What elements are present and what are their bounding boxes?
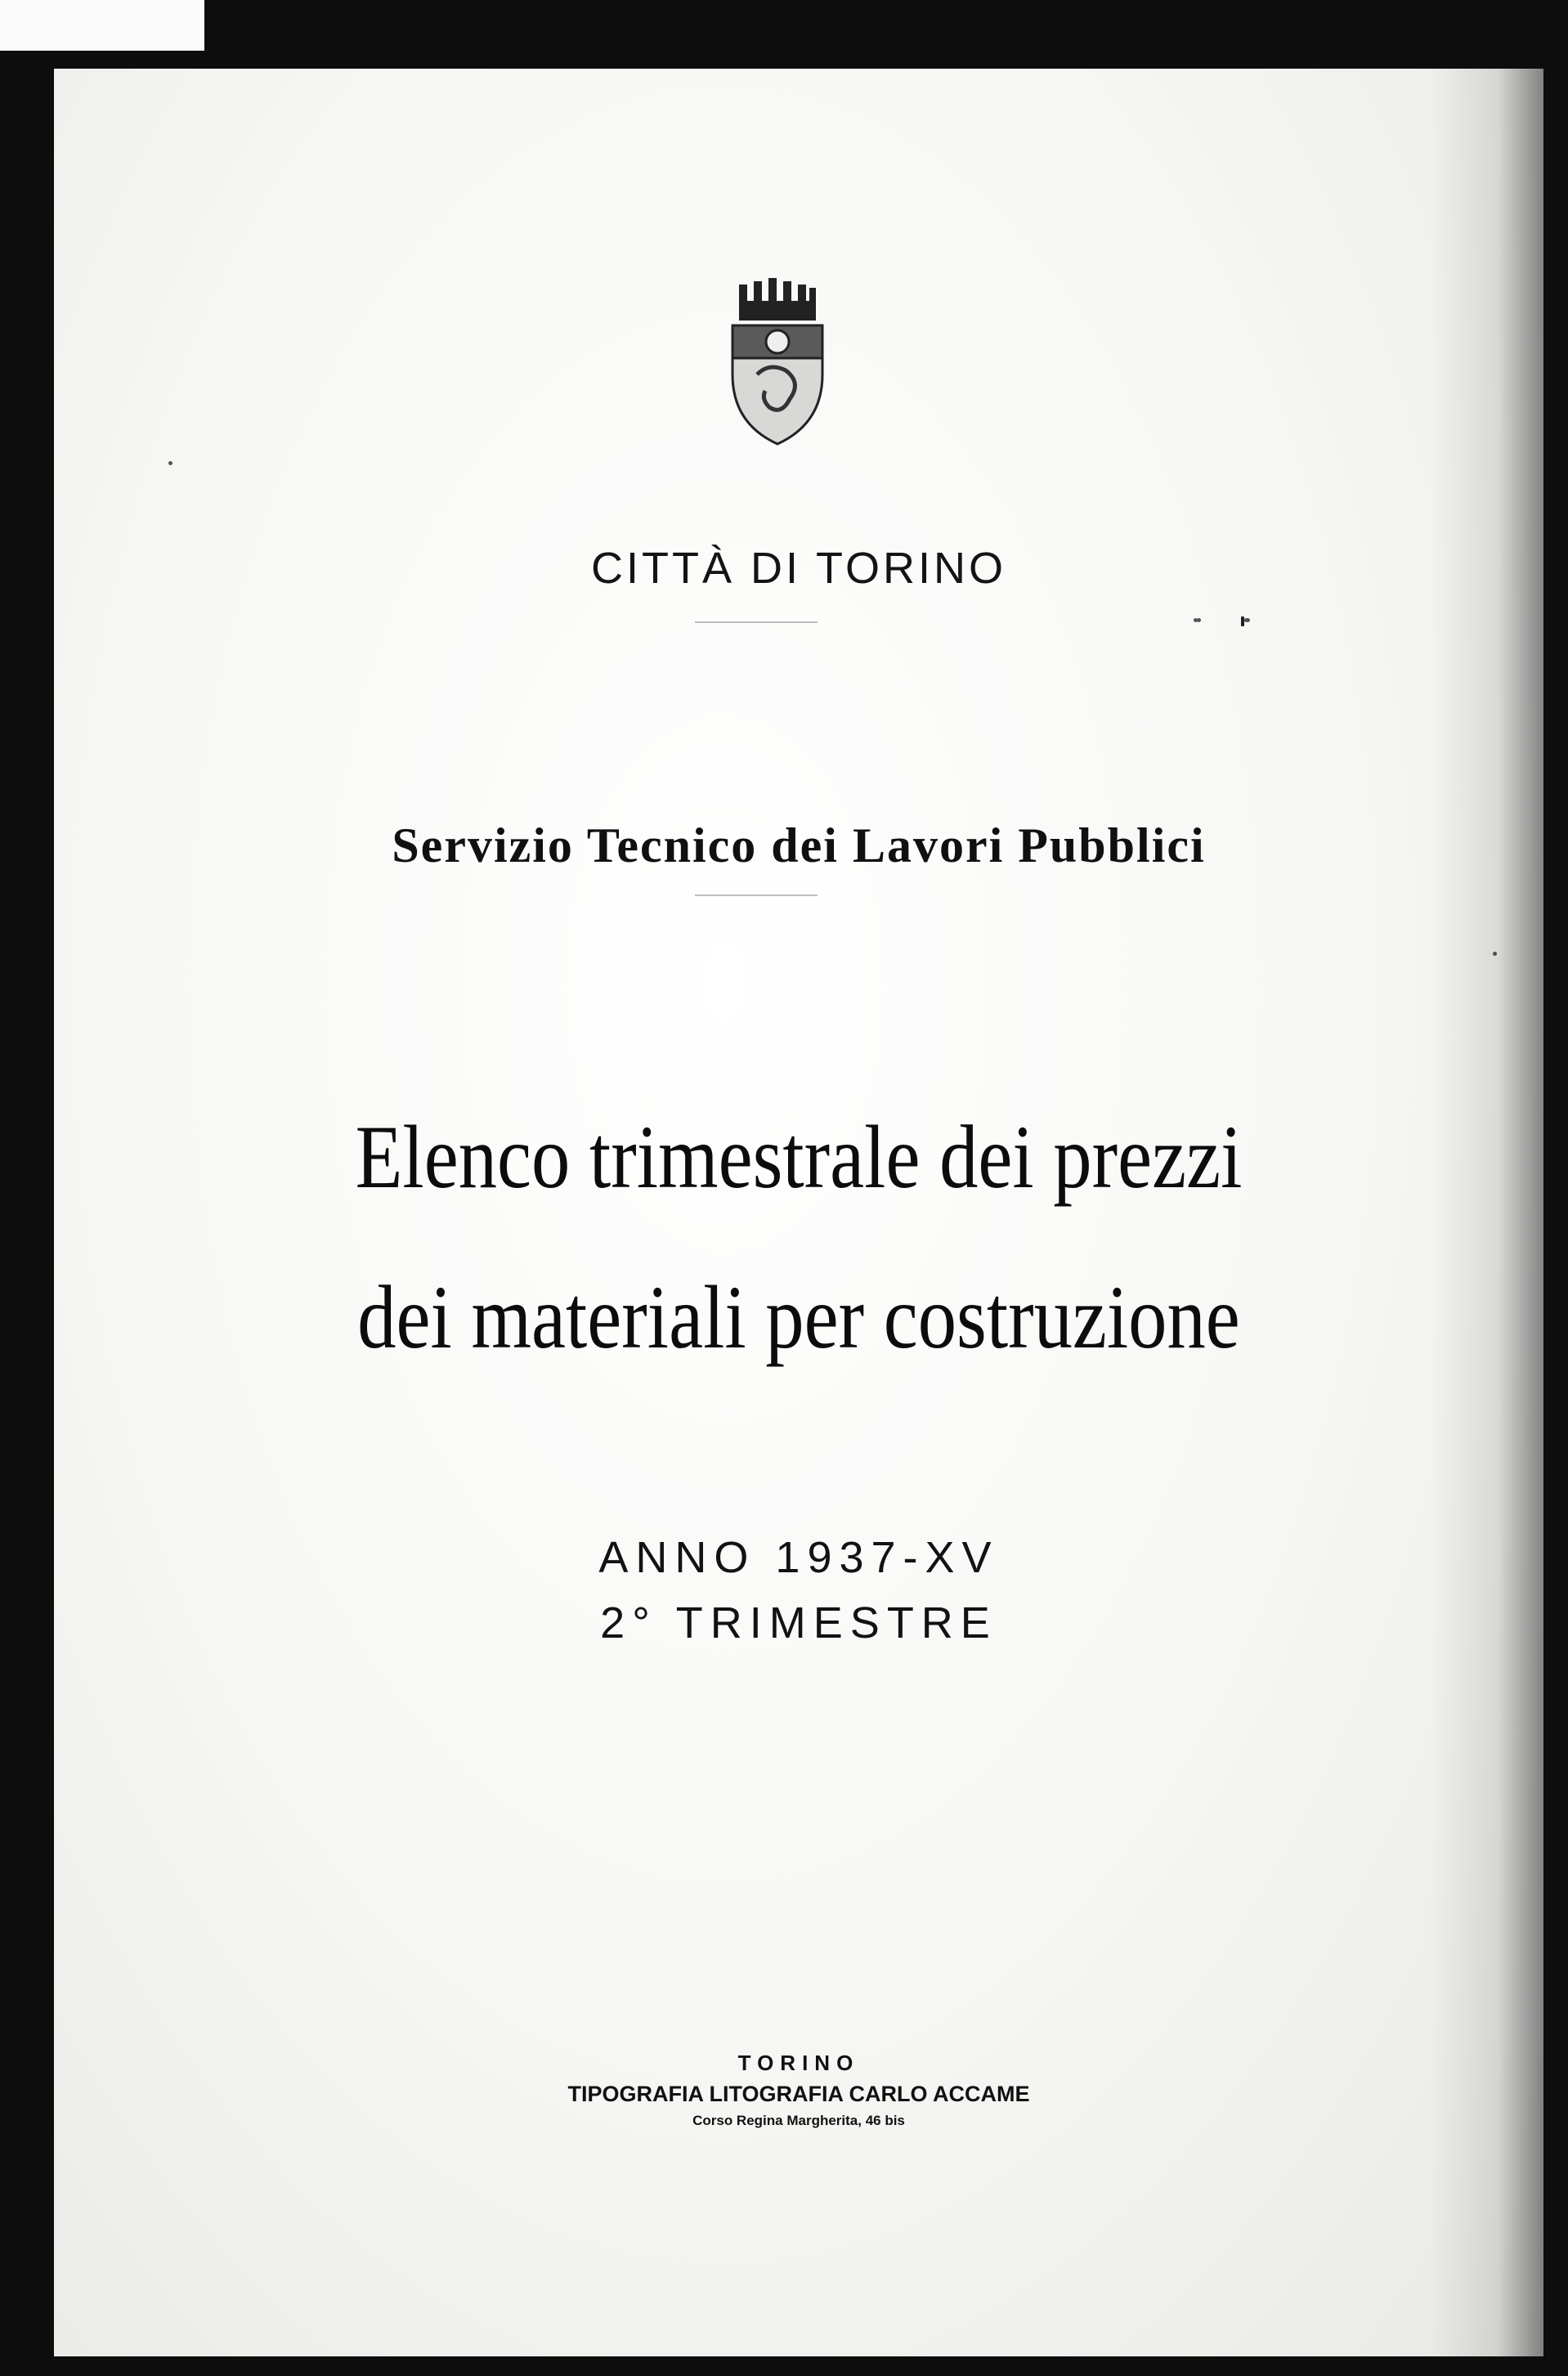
imprint-address: Corso Regina Margherita, 46 bis xyxy=(692,2113,905,2128)
torino-coat-of-arms-icon xyxy=(724,276,831,448)
speck xyxy=(1194,618,1198,622)
year-label: ANNO 1937-XV xyxy=(598,1533,999,1582)
quarter-label: 2° TRIMESTRE xyxy=(600,1598,997,1648)
scan-margin xyxy=(0,0,204,51)
divider xyxy=(695,894,818,896)
department-heading: Servizio Tecnico dei Lavori Pubblici xyxy=(392,818,1206,872)
divider xyxy=(695,621,818,623)
title-page xyxy=(54,69,1543,2356)
title-line-1: Elenco trimestrale dei prezzi xyxy=(355,1107,1243,1207)
imprint-printer: TIPOGRAFIA LITOGRAFIA CARLO ACCAME xyxy=(567,2082,1030,2106)
speck xyxy=(1241,616,1244,626)
speck xyxy=(168,461,172,465)
speck xyxy=(1244,618,1248,622)
city-heading: CITTÀ DI TORINO xyxy=(590,544,1007,593)
speck xyxy=(1493,952,1497,956)
imprint-city: TORINO xyxy=(737,2051,860,2075)
title-line-2: dei materiali per costruzione xyxy=(357,1267,1240,1367)
